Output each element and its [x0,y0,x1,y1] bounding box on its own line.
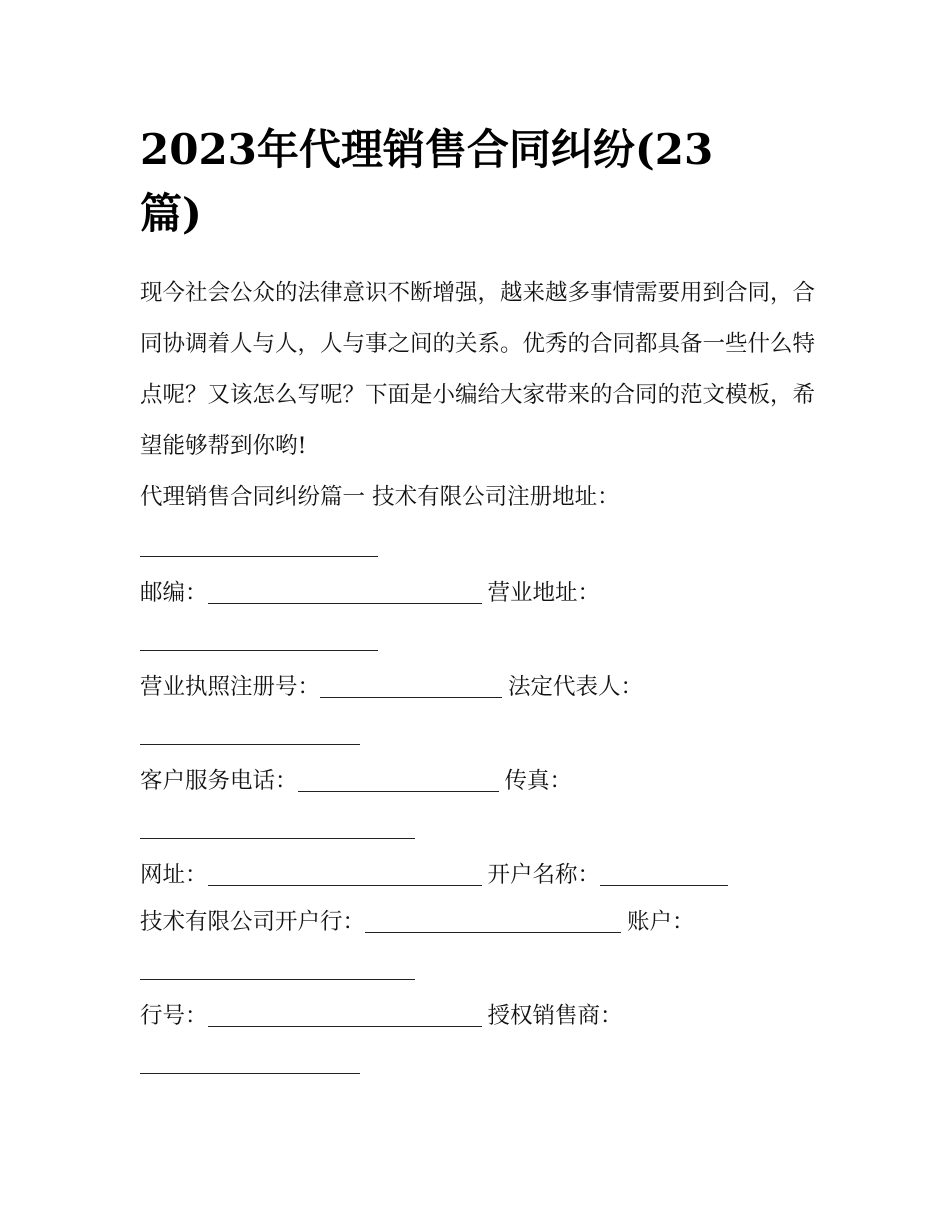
website-line [140,852,830,899]
account-blank-line [140,946,830,993]
registered-address-blank-line [140,523,830,570]
authorized-dealer-blank-line [140,1040,830,1087]
section-heading [140,472,830,523]
account-label: 账户： [627,909,695,935]
legal-rep-blank[interactable] [140,726,360,745]
service-phone-line [140,758,830,805]
postcode-line [140,570,830,617]
fax-blank-line [140,805,830,852]
postcode-blank[interactable] [208,585,482,604]
legal-rep-label: 法定代表人： [508,674,644,700]
document-title [140,118,830,246]
postcode-label: 邮编： [140,580,208,606]
account-name-blank[interactable] [600,867,728,886]
service-phone-blank[interactable] [298,773,499,792]
bank-no-label: 行号： [140,1003,208,1029]
bank-line [140,899,830,946]
intro-paragraph: 现今社会公众的法律意识不断增强，越来越多事情需要用到合同，合同协调着人与人，人与事之间的关系。优秀的合同都具备一些什么特点呢？又该怎么写呢？下面是小编给大家带来的合同的范文模板，希望能够帮到你哟! [140,280,816,459]
account-blank[interactable] [140,961,415,980]
license-line [140,664,830,711]
website-label: 网址： [140,862,208,888]
title-line-1: 2023年代理销售合同纠纷(23 [140,125,714,174]
license-no-label: 营业执照注册号： [140,674,321,700]
bank-no-blank[interactable] [208,1008,482,1027]
document-page [140,118,830,1087]
account-name-label: 开户名称： [487,862,601,888]
authorized-dealer-label: 授权销售商： [487,1003,623,1029]
authorized-dealer-blank[interactable] [140,1055,360,1074]
business-address-blank[interactable] [140,632,378,651]
section-heading-text: 代理销售合同纠纷篇一 技术有限公司注册地址： [140,484,620,510]
bank-label: 技术有限公司开户行： [140,909,366,935]
business-address-label: 营业地址： [487,580,601,606]
website-blank[interactable] [208,867,482,886]
title-line-2: 篇) [140,189,202,238]
fax-label: 传真： [504,768,573,794]
business-address-blank-line [140,617,830,664]
license-no-blank[interactable] [320,679,502,698]
bank-no-line [140,993,830,1040]
service-phone-label: 客户服务电话： [140,768,298,794]
fax-blank[interactable] [140,820,415,839]
registered-address-blank[interactable] [140,538,378,557]
legal-rep-blank-line [140,711,830,758]
bank-blank[interactable] [365,914,621,933]
